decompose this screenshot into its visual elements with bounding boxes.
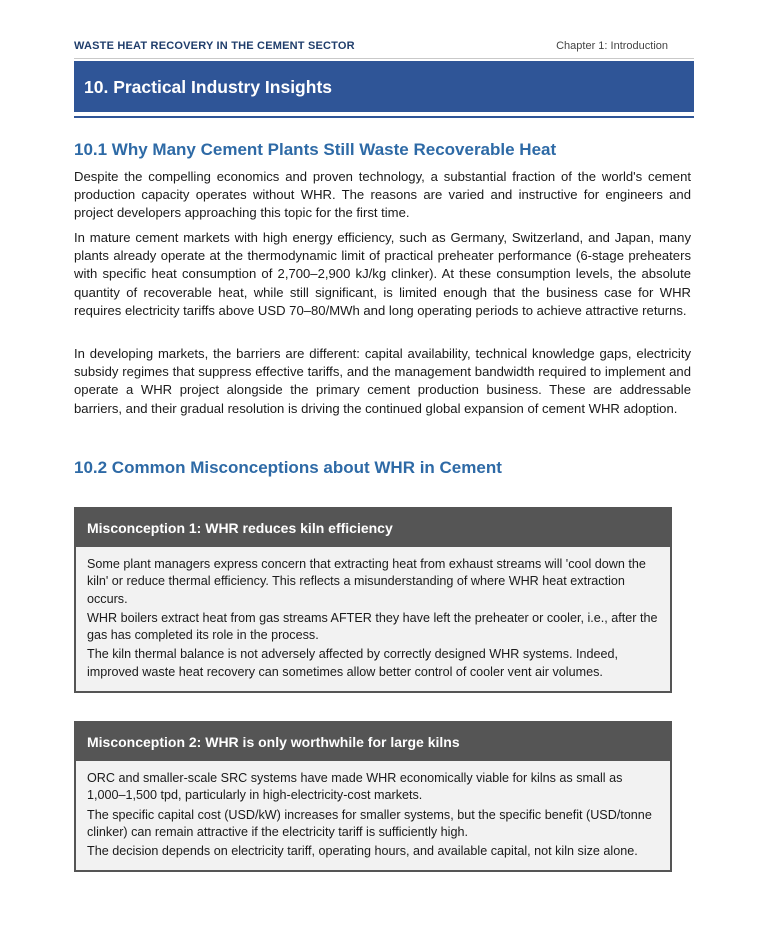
section-heading-10-2: 10.2 Common Misconceptions about WHR in Cement — [74, 458, 502, 477]
chapter-banner — [74, 61, 694, 115]
misconception-body — [76, 547, 670, 691]
running-header-title: WASTE HEAT RECOVERY IN THE CEMENT SECTOR — [74, 40, 355, 52]
misconception-line: The specific capital cost (USD/kW) increases for smaller systems, but the specific benefit (USD/tonne clinker) can remain attractive if the electricity tariff is sufficiently high. — [87, 807, 652, 839]
misconception-body — [76, 761, 670, 870]
misconception-line: Some plant managers express concern that extracting heat from exhaust streams will 'cool down the kiln' or reduce thermal efficiency. This reflects a misunderstanding of where WHR heat extraction occurs. — [87, 557, 646, 606]
misconception-box — [74, 721, 672, 872]
misconception-line: The kiln thermal balance is not adversely affected by correctly designed WHR systems. Indeed, improved waste heat recovery can sometimes allow better control of cooler vent air volumes. — [87, 647, 619, 679]
chapter-title: 10. Practical Industry Insights — [84, 77, 332, 97]
misconception-line: ORC and smaller-scale SRC systems have made WHR economically viable for kilns as small as 1,000–1,500 tpd, particularly in high-electricity-cost markets. — [87, 771, 623, 803]
misconception-box — [74, 507, 672, 693]
body-paragraph: In developing markets, the barriers are different: capital availability, technical knowledge gaps, electricity subsidy regimes that suppress effective tariffs, and the management bandwidth required to implement and operate a WHR project alongside the primary cement production business. These are addressable barriers, and their gradual resolution is driving the continued global expansion of cement WHR adoption. — [74, 346, 691, 416]
misconception-line: WHR boilers extract heat from gas streams AFTER they have left the preheater or cooler, i.e., after the gas has completed its role in the process. — [87, 610, 658, 643]
misconception-title: Misconception 2: WHR is only worthwhile for large kilns — [76, 723, 670, 761]
body-paragraph: Despite the compelling economics and proven technology, a substantial fraction of the world's cement production capacity operates without WHR. The reasons are varied and instructive for engineers and project developers approaching this topic for the first time. — [74, 169, 691, 221]
running-header — [74, 40, 694, 59]
chapter-banner-rule — [74, 116, 694, 118]
running-header-chapter: Chapter 1: Introduction — [556, 40, 668, 52]
body-paragraph: In mature cement markets with high energy efficiency, such as Germany, Switzerland, and Japan, many plants already operate at the thermodynamic limit of practical preheater performance (6-stage preheaters with specific heat consumption of 2,700–2,900 kJ/kg clinker). At these consumption levels, the absolute quantity of recoverable heat, while still significant, is limited enough that the business case for WHR requires electricity tariffs above USD 70–80/MWh and long operating periods to achieve attractive returns. — [74, 230, 691, 318]
section-heading-10-1: 10.1 Why Many Cement Plants Still Waste Recoverable Heat — [74, 140, 557, 159]
misconception-line: The decision depends on electricity tariff, operating hours, and available capital, not kiln size alone. — [87, 844, 638, 859]
misconception-title: Misconception 1: WHR reduces kiln efficiency — [76, 509, 670, 547]
